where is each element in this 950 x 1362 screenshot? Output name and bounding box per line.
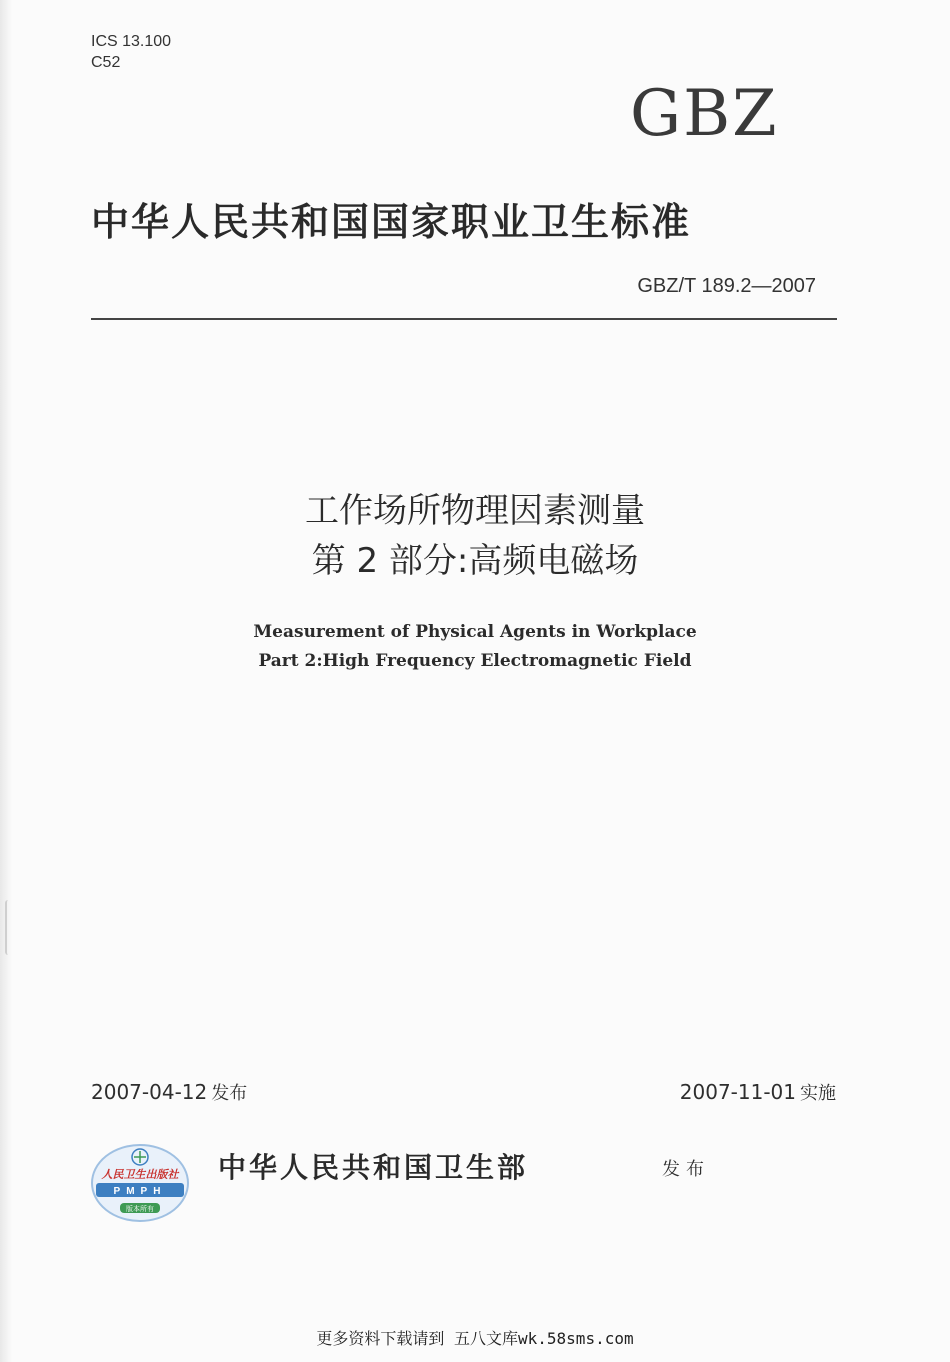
standard-title: 中华人民共和国国家职业卫生标准	[91, 199, 692, 244]
page-edge-shadow	[0, 0, 12, 1362]
effective-label: 实施	[800, 1083, 836, 1104]
gbz-logo: GBZ	[630, 77, 779, 151]
ccs-code: C52	[91, 54, 121, 71]
seal-abbr: PMPH	[113, 1186, 167, 1197]
download-footer: 更多资料下载请到 五八文库wk.58sms.com	[316, 1329, 634, 1348]
en-title-line1: Measurement of Physical Agents in Workplace	[253, 622, 697, 642]
issue-action: 发布	[662, 1159, 710, 1180]
effective-date: 2007-11-01	[679, 1080, 796, 1104]
seal-text: 人民卫生出版社	[101, 1168, 179, 1181]
binding-mark	[5, 900, 11, 955]
issue-date: 2007-04-12	[91, 1080, 208, 1104]
ics-code: ICS 13.100	[91, 33, 172, 50]
standard-code: GBZ/T 189.2—2007	[637, 275, 816, 297]
seal-badge: 版本所有	[126, 1205, 154, 1213]
header-divider	[91, 318, 837, 320]
classification-codes	[91, 31, 171, 73]
publisher-seal	[90, 1143, 190, 1223]
issue-label: 发布	[211, 1083, 248, 1104]
issue-date-block	[91, 1079, 247, 1105]
effective-date-block	[680, 1079, 836, 1105]
en-title-line2: Part 2:High Frequency Electromagnetic Field	[258, 651, 692, 671]
issuing-ministry: 中华人民共和国卫生部	[218, 1151, 529, 1184]
cn-title-line2: 第 2 部分:高频电磁场	[311, 541, 639, 581]
cn-title-line1: 工作场所物理因素测量	[305, 491, 645, 531]
